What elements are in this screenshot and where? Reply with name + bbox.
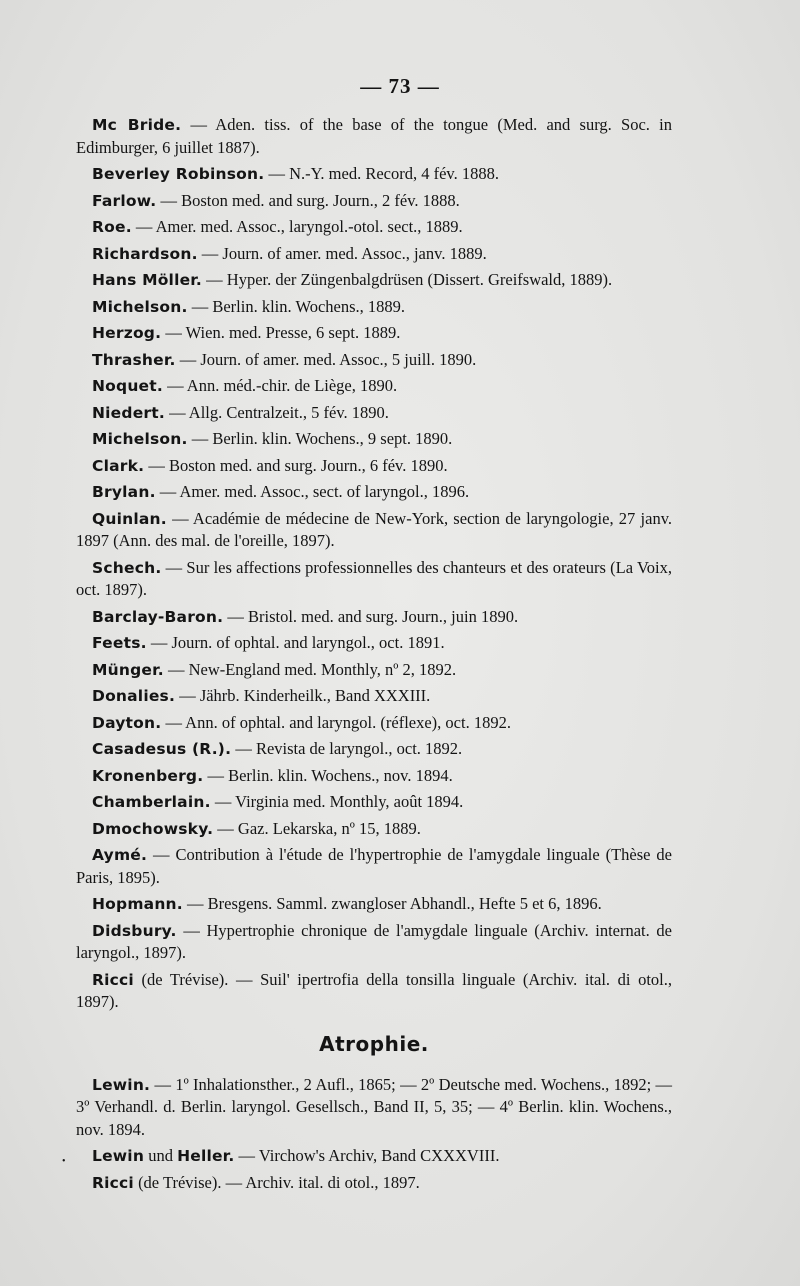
author-name: Didsbury. (92, 921, 177, 940)
reference-text: — Ann. of ophtal. and laryngol. (réflexe), oct. 1892. (161, 712, 511, 732)
reference-text: — Journ. of amer. med. Assoc., janv. 1889. (197, 243, 487, 263)
author-name: Richardson. (92, 244, 198, 263)
reference-entry (76, 1074, 672, 1142)
author-name: Roe. (92, 218, 132, 236)
author-name: Schech. (92, 558, 162, 577)
reference-entry (76, 114, 672, 159)
reference-entry (76, 632, 672, 655)
reference-entry (76, 402, 672, 425)
reference-text: und (144, 1146, 178, 1165)
section-title: Atrophie. (319, 1031, 429, 1056)
author-name: Feets. (92, 634, 147, 652)
author-name: Herzog. (92, 324, 162, 342)
author-name: Clark. (92, 456, 145, 475)
reference-entry (76, 1172, 672, 1195)
author-name: Mc Bride. (92, 116, 182, 134)
reference-text: — Virchow's Archiv, Band CXXXVIII. (234, 1146, 500, 1165)
author-name: Thrasher. (92, 350, 176, 369)
reference-entry (76, 659, 672, 682)
reference-entry (76, 322, 672, 345)
reference-entry (76, 1145, 672, 1168)
reference-entry (76, 791, 672, 814)
reference-entry (76, 712, 672, 735)
reference-text: — Boston med. and surg. Journ., 2 fév. 1888. (156, 190, 460, 210)
reference-text: — N.-Y. med. Record, 4 fév. 1888. (264, 164, 499, 183)
reference-text: — 1º Inhalationsther., 2 Aufl., 1865; — 2º Deutsche med. Wochens., 1892; — 3º Verhandl. d. Berlin. laryngol. Gesellsch., Band II, 5, 35; — 4º Berlin. klin. Wochens., nov. 1894. (76, 1074, 672, 1139)
author-name: Heller. (177, 1147, 235, 1165)
reference-entry (76, 190, 672, 213)
reference-text: (de Trévise). — Archiv. ital. di otol., 1897. (133, 1172, 420, 1192)
author-name: Hopmann. (92, 895, 183, 913)
reference-text: — Hypertrophie chronique de l'amygdale linguale (Archiv. internat. de laryngol., 1897). (76, 920, 672, 962)
reference-text: — Sur les affections professionnelles des chanteurs et des orateurs (La Voix, oct. 1897). (76, 557, 672, 599)
reference-text: — Gaz. Lekarska, nº 15, 1889. (213, 818, 421, 838)
author-name: Niedert. (92, 403, 165, 422)
reference-text: — Virginia med. Monthly, août 1894. (210, 792, 464, 811)
author-name: Aymé. (92, 846, 148, 864)
reference-list (76, 114, 672, 1014)
reference-entry (76, 428, 672, 451)
reference-text: — Berlin. klin. Wochens., 9 sept. 1890. (187, 429, 453, 448)
author-name: Michelson. (92, 430, 188, 448)
author-name: Lewin (92, 1147, 145, 1165)
reference-entry (76, 893, 672, 916)
author-name: Noquet. (92, 377, 163, 395)
reference-text: — Revista de laryngol., oct. 1892. (231, 739, 463, 758)
reference-entry (76, 818, 672, 841)
author-name: Ricci (92, 1173, 134, 1192)
reference-text: — Bresgens. Samml. zwangloser Abhandl., Hefte 5 et 6, 1896. (182, 894, 602, 913)
reference-entry (76, 163, 672, 186)
author-name: Hans Möller. (92, 271, 203, 289)
author-name: Dayton. (92, 713, 162, 732)
reference-text: — Ann. méd.-chir. de Liège, 1890. (162, 376, 398, 395)
atrophy-reference-list (76, 1074, 672, 1195)
reference-text: — Contribution à l'étude de l'hypertrophie de l'amygdale linguale (Thèse de Paris, 1895). (76, 845, 672, 887)
reference-text: — Boston med. and surg. Journ., 6 fév. 1890. (144, 455, 448, 475)
reference-text: (de Trévise). — Suil' ipertrofia della tonsilla linguale (Archiv. ital. di otol., 1897). (76, 969, 672, 1011)
reference-entry (76, 606, 672, 629)
author-name: Münger. (92, 660, 164, 679)
author-name: Lewin. (92, 1075, 151, 1094)
reference-entry (76, 844, 672, 889)
reference-entry (76, 920, 672, 965)
author-name: Dmochowsky. (92, 819, 214, 838)
reference-text: — Berlin. klin. Wochens., 1889. (187, 296, 406, 316)
reference-text: — Berlin. klin. Wochens., nov. 1894. (203, 765, 453, 785)
reference-entry (76, 685, 672, 708)
reference-text: — Journ. of ophtal. and laryngol., oct. 1891. (146, 633, 445, 652)
author-name: Beverley Robinson. (92, 165, 265, 183)
margin-mark: • (62, 1156, 66, 1167)
reference-entry (76, 508, 672, 553)
page-number: — 73 — (360, 74, 440, 98)
author-name: Barclay-Baron. (92, 607, 224, 626)
reference-text: — Allg. Centralzeit., 5 fév. 1890. (164, 402, 389, 422)
reference-text: — Hyper. der Züngenbalgdrüsen (Dissert. Greifswald, 1889). (202, 270, 613, 289)
reference-entry (76, 243, 672, 266)
reference-entry (76, 969, 672, 1014)
reference-text: — Wien. med. Presse, 6 sept. 1889. (161, 323, 401, 342)
reference-text: — New-England med. Monthly, nº 2, 1892. (163, 659, 457, 679)
reference-entry (76, 557, 672, 602)
author-name: Farlow. (92, 191, 157, 210)
reference-text: — Aden. tiss. of the base of the tongue (Med. and surg. Soc. in Edimburger, 6 juillet 1887). (76, 115, 672, 157)
author-name: Casadesus (R.). (92, 740, 232, 758)
reference-entry (76, 455, 672, 478)
author-name: Ricci (92, 970, 134, 989)
reference-text: — Bristol. med. and surg. Journ., juin 1890. (223, 606, 519, 626)
author-name: Donalies. (92, 687, 176, 705)
reference-text: — Amer. med. Assoc., sect. of laryngol., 1896. (155, 482, 470, 501)
reference-entry (76, 481, 672, 504)
author-name: Quinlan. (92, 509, 167, 528)
reference-text: — Jährb. Kinderheilk., Band XXXIII. (175, 686, 431, 705)
reference-entry (76, 296, 672, 319)
author-name: Michelson. (92, 297, 188, 316)
reference-text: — Journ. of amer. med. Assoc., 5 juill. 1890. (175, 349, 477, 369)
reference-entry (76, 269, 672, 292)
reference-entry (76, 375, 672, 398)
reference-text: — Académie de médecine de New-York, section de laryngologie, 27 janv. 1897 (Ann. des mal. de l'oreille, 1897). (76, 508, 672, 550)
reference-entry (76, 765, 672, 788)
author-name: Chamberlain. (92, 793, 211, 811)
bibliography (76, 114, 672, 1194)
reference-entry (76, 349, 672, 372)
author-name: Brylan. (92, 483, 156, 501)
reference-entry (76, 216, 672, 239)
author-name: Kronenberg. (92, 766, 204, 785)
reference-entry (76, 738, 672, 761)
reference-text: — Amer. med. Assoc., laryngol.-otol. sect., 1889. (131, 217, 463, 236)
